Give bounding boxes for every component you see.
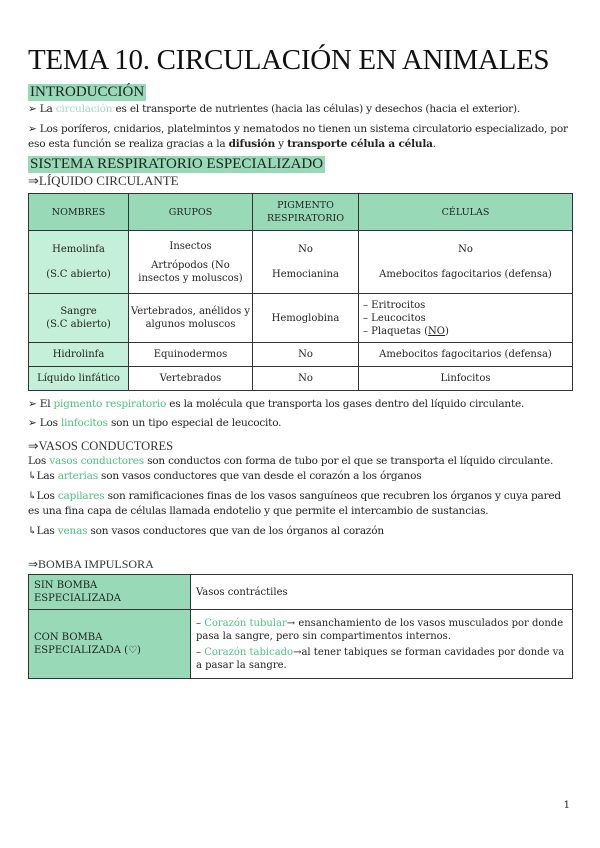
page-title: TEMA 10. CIRCULACIÓN EN ANIMALES	[28, 44, 550, 76]
intro-heading: INTRODUCCIÓN	[30, 84, 145, 100]
note-linfocitos: ➢ Los linfocitos son un tipo especial de leucocito.	[28, 417, 282, 429]
vasos-p3: ↳Los capilares son ramificaciones finas de los vasos sanguíneos que recubren los órganos y cuya pared es una fina capa de células llamada endotelio y que permite el intercambio de sustancias.	[28, 490, 561, 517]
vasos-p1: Los vasos conductores son conductos con forma de tubo por el que se transporta el líquido circulante.	[28, 455, 554, 467]
bomba-table	[28, 574, 573, 679]
intro-section	[28, 84, 573, 152]
col-header: CÉLULAS	[359, 194, 573, 231]
table-row: Hidrolinfa Equinodermos No Amebocitos fagocitarios (defensa)	[29, 343, 573, 367]
table-row: Sangre (S.C abierto) Vertebrados, anélidos y algunos moluscos Hemoglobina – Eritrocitos – Leucocitos – Plaquetas (NO)	[29, 294, 573, 343]
sistema-section	[28, 156, 573, 189]
notes	[28, 397, 573, 539]
table-row: Líquido linfático Vertebrados No Linfocitos	[29, 367, 573, 391]
intro-p1: ➢ La circulación es el transporte de nutrientes (hacia las células) y desechos (hacia el exterior).	[28, 103, 521, 115]
vasos-p4: ↳Las venas son vasos conductores que van de los órganos al corazón	[28, 525, 384, 537]
vasos-heading: ⇒VASOS CONDUCTORES	[28, 439, 174, 453]
note-pigmento: ➢ El pigmento respiratorio es la molécula que transporta los gases dentro del líquido circulante.	[28, 398, 525, 410]
bomba-heading: ⇒BOMBA IMPULSORA	[28, 557, 154, 571]
intro-p2: ➢ Los poríferos, cnidarios, platelmintos y nematodos no tienen un sistema circulatorio especializado, por eso esta función se realiza gracias a la difusión y transporte célula a célula.	[28, 123, 568, 150]
liquido-table	[28, 193, 573, 391]
col-header: PIGMENTO RESPIRATORIO	[253, 194, 359, 231]
table-row: SIN BOMBA ESPECIALIZADA Vasos contráctiles	[29, 575, 573, 610]
liquido-heading: ⇒LÍQUIDO CIRCULANTE	[28, 173, 179, 188]
col-header: GRUPOS	[129, 194, 253, 231]
table-row: CON BOMBA ESPECIALIZADA (♡) – Corazón tubular→ ensanchamiento de los vasos musculados por donde pasa la sangre, pero sin compartimentos internos. – Corazón tabicado→al tener tabiques se forman cavidades por donde va a pasar la sangre.	[29, 610, 573, 679]
table-row: Hemolinfa (S.C abierto) Insectos Artrópodos (No insectos y moluscos) No Hemocianina No Amebocitos fagocitarios (defensa)	[29, 231, 573, 294]
vasos-p2: ↳Las arterias son vasos conductores que van desde el corazón a los órganos	[28, 470, 422, 482]
col-header: NOMBRES	[29, 194, 129, 231]
page-number: 1	[563, 800, 570, 811]
sistema-heading: SISTEMA RESPIRATORIO ESPECIALIZADO	[30, 156, 324, 172]
